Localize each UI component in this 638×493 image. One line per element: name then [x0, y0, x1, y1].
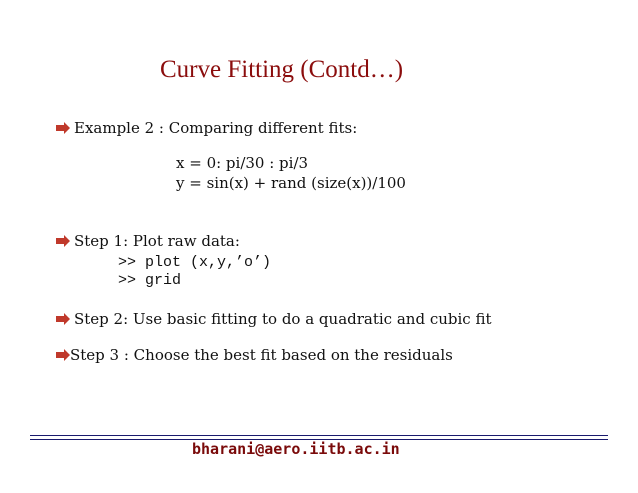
bullet-text: Step 2: Use basic fitting to do a quadratic and cubic fit: [74, 310, 492, 328]
arrow-bullet-icon: [56, 235, 70, 247]
bullet-step-3: [56, 346, 453, 364]
bullet-example-2: [56, 119, 357, 137]
example-y-line: y = sin(x) + rand (size(x))/100: [176, 174, 406, 192]
example-x-line: x = 0: pi/30 : pi/3: [176, 154, 309, 172]
arrow-bullet-icon: [56, 122, 70, 134]
bullet-text: Step 3 : Choose the best fit based on the residuals: [70, 346, 453, 364]
code-plot-line: >> plot (x,y,’o’): [118, 254, 272, 271]
bullet-text: Example 2 : Comparing different fits:: [74, 119, 358, 137]
footer-email: bharani@aero.iitb.ac.in: [192, 440, 400, 458]
arrow-bullet-icon: [56, 349, 70, 361]
slide-title: Curve Fitting (Contd…): [160, 56, 404, 83]
bullet-step-2: [56, 310, 492, 328]
arrow-bullet-icon: [56, 313, 70, 325]
bullet-text: Step 1: Plot raw data:: [74, 232, 240, 250]
footer-rule-top: [30, 435, 608, 436]
bullet-step-1: [56, 232, 240, 250]
code-grid-line: >> grid: [118, 272, 182, 289]
